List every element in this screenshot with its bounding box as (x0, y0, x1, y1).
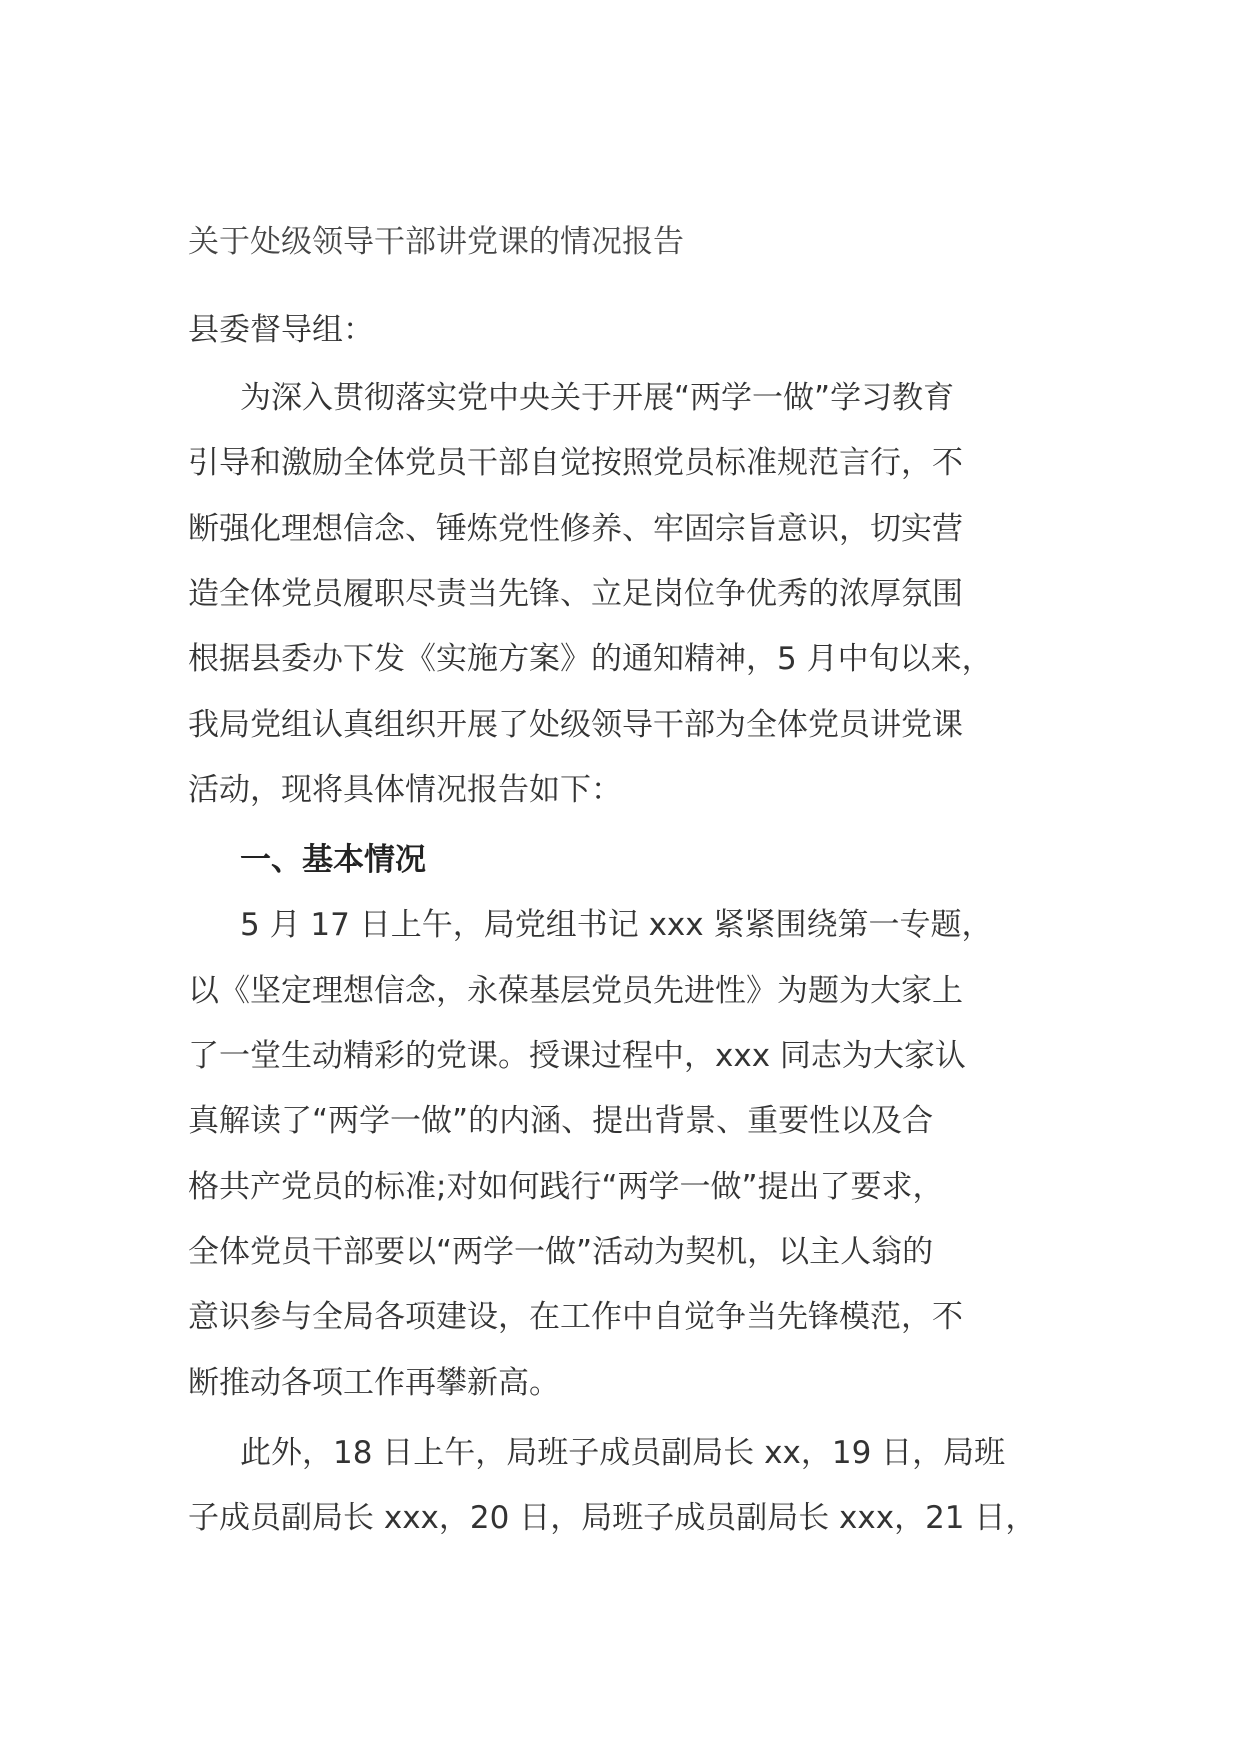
text-line: 我局党组认真组织开展了处级领导干部为全体党员讲党课 (188, 707, 963, 743)
text-line: 活动，现将具体情况报告如下： (188, 772, 622, 808)
text-line: 子成员副局长 xxx，20 日，局班子成员副局长 xxx，21 日， (188, 1500, 1037, 1536)
text-line: 断强化理想信念、锤炼党性修养、牢固宗旨意识，切实营 (188, 511, 963, 547)
text-line: 此外，18 日上午，局班子成员副局长 xx，19 日，局班 (240, 1435, 1006, 1471)
text-line: 引导和激励全体党员干部自觉按照党员标准规范言行，不 (188, 445, 963, 481)
text-line: 真解读了“两学一做”的内涵、提出背景、重要性以及合 (188, 1103, 934, 1139)
document-title: 关于处级领导干部讲党课的情况报告 (188, 224, 684, 260)
text-line: 全体党员干部要以“两学一做”活动为契机，以主人翁的 (188, 1234, 934, 1270)
text-line: 为深入贯彻落实党中央关于开展“两学一做”学习教育 (240, 380, 955, 416)
text-line: 格共产党员的标准;对如何践行“两学一做”提出了要求， (188, 1169, 944, 1205)
text-line: 5 月 17 日上午，局党组书记 xxx 紧紧围绕第一专题， (240, 907, 993, 943)
text-line: 以《坚定理想信念，永葆基层党员先进性》为题为大家上 (188, 973, 963, 1009)
text-line: 意识参与全局各项建设，在工作中自觉争当先锋模范，不 (188, 1299, 963, 1335)
text-line: 造全体党员履职尽责当先锋、立足岗位争优秀的浓厚氛围 (188, 576, 963, 612)
text-line: 断推动各项工作再攀新高。 (188, 1365, 560, 1401)
text-line: 根据县委办下发《实施方案》的通知精神，5 月中旬以来， (188, 641, 993, 677)
text-line: 了一堂生动精彩的党课。授课过程中，xxx 同志为大家认 (188, 1038, 966, 1074)
section-heading: 一、基本情况 (240, 842, 426, 878)
salutation: 县委督导组： (188, 312, 374, 348)
